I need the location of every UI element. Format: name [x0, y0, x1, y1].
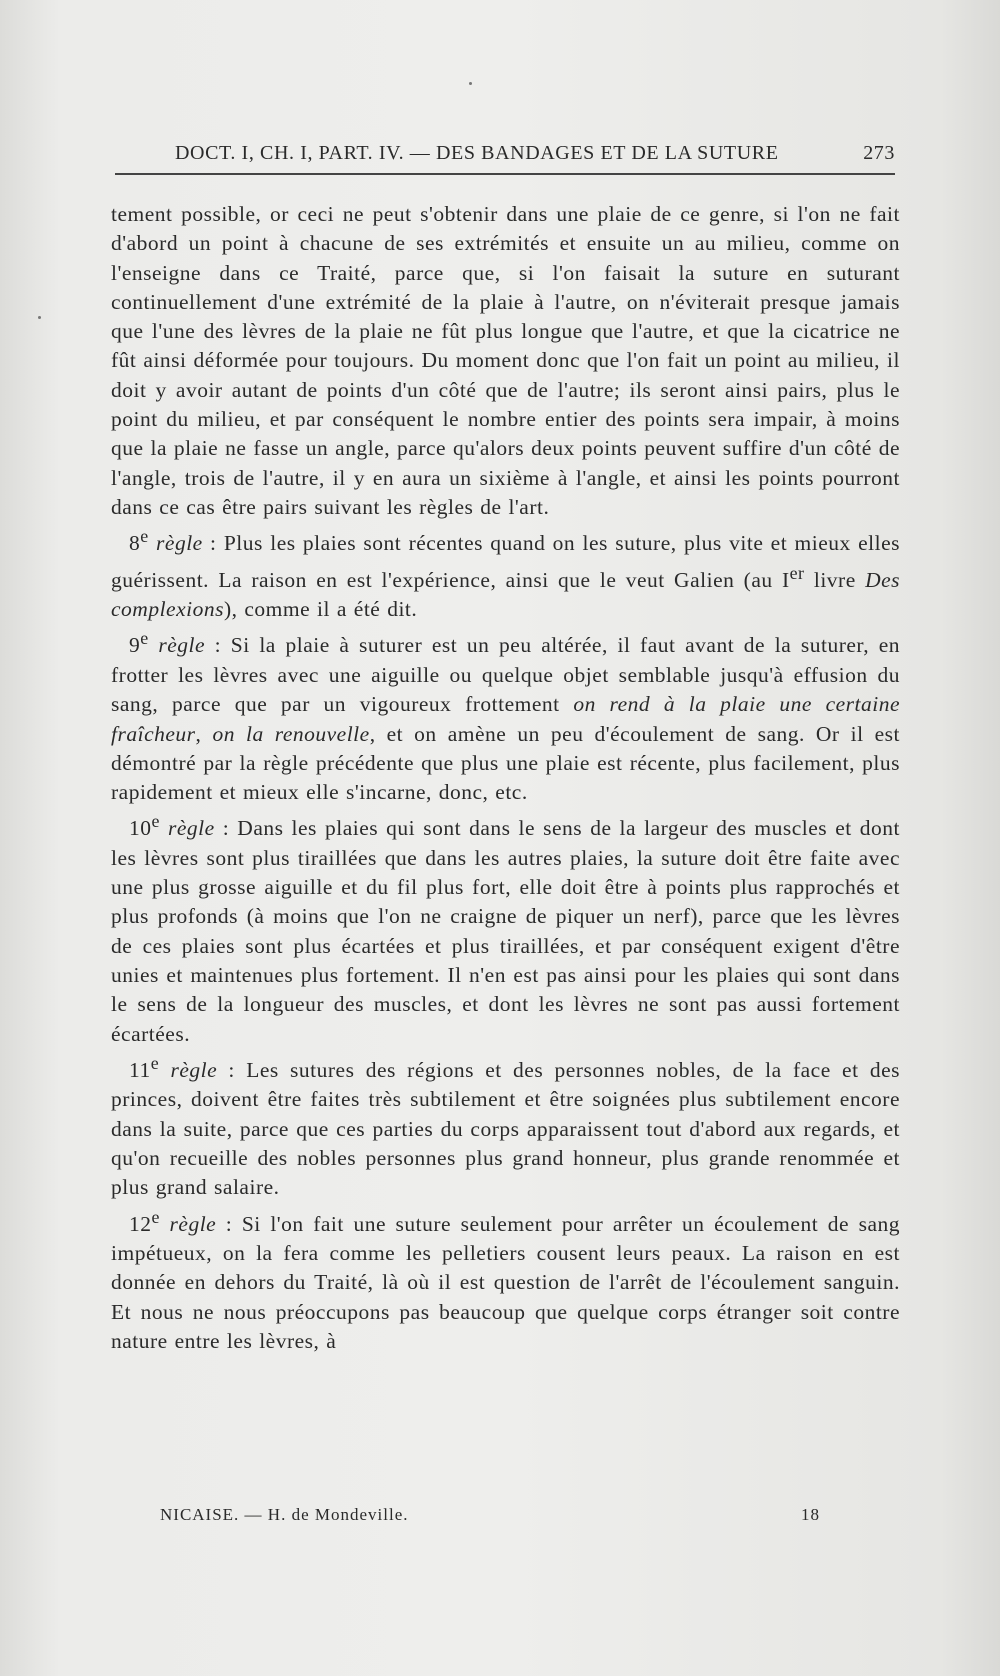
ordinal-suffix: e	[151, 1206, 160, 1227]
italic-phrase: on la renouvelle	[212, 721, 370, 746]
rule-label: règle	[156, 531, 203, 556]
rule-text: : Dans les plaies qui sont dans le sens de la largeur des muscles et dont les lèvres sont plus tiraillées que dans les autres plaies, la suture doit être faite avec une plus grosse aiguille et du fil plus fort, elle doit être à points plus rapprochés et plus profonds (à moins que l'on ne craigne de piquer un nerf), parce que les lèvres de ces plaies sont plus écartées et plus tiraillées, et par conséquent exigent d'être unies et maintenues plus fortement. Il n'en est pas ainsi pour les plaies qui sont dans le sens de la longueur des muscles, et dont les lèvres ne sont pas aussi fortement écartées.	[111, 816, 901, 1046]
rule-text: ), comme il a été dit.	[223, 597, 418, 622]
header-rule	[115, 173, 895, 175]
page-footer	[160, 1505, 820, 1525]
speck	[469, 82, 472, 85]
rule-8-paragraph	[111, 522, 900, 624]
rule-10-paragraph	[111, 807, 900, 1049]
rule-text: livre	[804, 567, 866, 592]
rule-text: : Si l'on fait une suture seulement pour arrêter un écoulement de sang impétueux, on la fera comme les pelletiers cousent leurs peaux. La raison en est donnée en dehors du Traité, là où il est question de l'arrêt de l'écoulement sanguin. Et nous ne nous préoccupons pas beaucoup que quelque corps étranger soit contre nature entre les lèvres, à	[111, 1211, 901, 1353]
rule-number: 9	[129, 633, 141, 658]
book-title: Des complexions	[111, 567, 900, 622]
rule-label: règle	[169, 1211, 217, 1236]
rule-9-paragraph	[111, 624, 900, 807]
rule-number: 12	[129, 1211, 152, 1236]
rule-number: 10	[129, 816, 152, 841]
paragraph: tement possible, or ceci ne peut s'obtenir dans une plaie de ce genre, si l'on ne fait d'abord un point à chacune de ses extrémités et ensuite un au milieu, comme on l'enseigne dans ce Traité, parce que, si l'on faisait la suture en suturant continuellement d'une extrémité de la plaie à l'autre, on n'éviterait presque jamais que l'une des lèvres de la plaie ne fût plus longue que l'autre, et que la cicatrice ne fût ainsi déformée pour toujours. Du moment donc que l'on fait un point au milieu, il doit y avoir autant de points d'un côté que de l'autre; ils seront ainsi pairs, plus le point du milieu, et par conséquent le nombre entier des points sera impair, à moins que la plaie ne fasse un angle, parce qu'alors deux points peuvent suffire d'un côté de l'angle, trois de l'autre, il y en aura un sixième à l'angle, et ainsi les points pourront dans ce cas être pairs suivant les règles de l'art.	[111, 202, 900, 519]
rule-text: ,	[195, 721, 213, 746]
body-text	[111, 200, 900, 1356]
rule-11-paragraph	[111, 1049, 900, 1203]
rule-number: 8	[129, 531, 141, 556]
rule-12-paragraph	[111, 1203, 900, 1357]
ordinal-suffix: e	[151, 811, 160, 832]
ordinal-suffix: er	[789, 562, 805, 583]
running-title: DOCT. I, CH. I, PART. IV. — DES BANDAGES ET DE LA SUTURE	[175, 142, 779, 164]
running-header	[175, 142, 895, 165]
rule-text: : Si la plaie à suturer est un peu altérée, il faut avant de la suturer, en frotter les lèvres avec une aiguille ou quelque objet semblable jusqu'à effusion du sang, parce que par un vigoureux frottement	[111, 633, 901, 717]
ordinal-suffix: e	[140, 526, 149, 547]
speck	[38, 316, 41, 319]
rule-label: règle	[170, 1058, 218, 1083]
footer-signature: NICAISE. — H. de Mondeville.	[160, 1505, 409, 1524]
ordinal-suffix: e	[150, 1052, 160, 1073]
rule-text: , et on amène un peu d'écoulement de sang. Or il est démontré par la règle précédente que plus une plaie est récente, plus facilement, plus rapidement et mieux elle s'incarne, donc, etc.	[111, 721, 901, 805]
rule-label: règle	[158, 633, 206, 658]
rule-number: 11	[129, 1058, 151, 1083]
rule-text: : Les sutures des régions et des personnes nobles, de la face et des princes, doivent être faites très subtilement et être soignées plus subtilement encore dans la suite, parce que ces parties du corps apparaissent tout d'abord aux regards, et qu'on recueille des nobles personnes plus grand honneur, plus grande renommée et plus grand salaire.	[111, 1058, 900, 1200]
italic-phrase: on rend à la plaie une certaine fraîcheur	[111, 692, 901, 746]
rule-text: : Plus les plaies sont récentes quand on les suture, plus vite et mieux elles guérissent. La raison en est l'expérience, ainsi que le veut Galien (au I	[111, 531, 900, 592]
sheet-mark: 18	[801, 1505, 820, 1524]
ordinal-suffix: e	[140, 628, 149, 649]
rule-label: règle	[168, 816, 215, 841]
page-number: 273	[863, 142, 895, 164]
